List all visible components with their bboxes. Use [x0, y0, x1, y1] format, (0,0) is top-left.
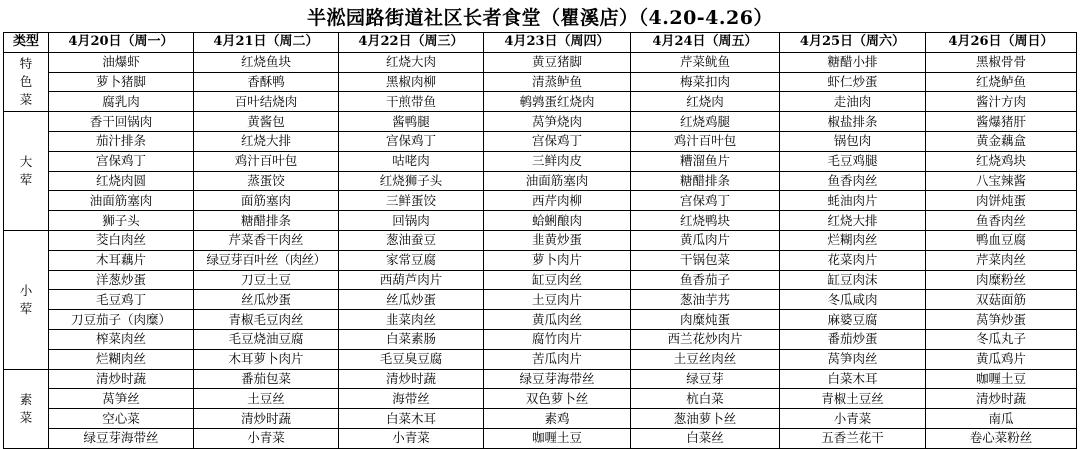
dish-cell: 清炒时蔬 — [339, 369, 484, 389]
category-cell — [4, 52, 49, 111]
dish-cell: 黄瓜肉片 — [631, 230, 780, 250]
dish-cell: 小青菜 — [339, 428, 484, 448]
dish-cell: 肉饼炖蛋 — [926, 191, 1077, 211]
dish-cell: 缸豆肉丝 — [484, 270, 631, 290]
dish-cell: 毛豆鸡丁 — [49, 290, 194, 310]
dish-cell: 双色萝卜丝 — [484, 389, 631, 409]
table-row — [4, 171, 1077, 191]
category-char: 小 — [19, 282, 33, 298]
dish-cell: 白菜木耳 — [339, 409, 484, 429]
dish-cell: 黄瓜肉丝 — [484, 310, 631, 330]
dish-cell: 酱汁方肉 — [926, 92, 1077, 112]
dish-cell: 油爆虾 — [49, 52, 194, 72]
table-row — [4, 349, 1077, 369]
category-char: 色 — [19, 73, 33, 89]
table-row — [4, 270, 1077, 290]
dish-cell: 咖喱土豆 — [484, 428, 631, 448]
dish-cell: 香酥鸭 — [194, 72, 339, 92]
header-day: 4月22日（周三） — [339, 33, 484, 53]
table-row — [4, 151, 1077, 171]
dish-cell: 蛤蜊酿肉 — [484, 211, 631, 231]
dish-cell: 绿豆芽海带丝 — [49, 428, 194, 448]
dish-cell: 莴笋丝 — [49, 389, 194, 409]
table-row — [4, 389, 1077, 409]
dish-cell: 葱油蚕豆 — [339, 230, 484, 250]
dish-cell: 绿豆芽海带丝 — [484, 369, 631, 389]
dish-cell: 狮子头 — [49, 211, 194, 231]
header-day: 4月26日（周日） — [926, 33, 1077, 53]
dish-cell: 家常豆腐 — [339, 250, 484, 270]
table-row — [4, 329, 1077, 349]
dish-cell: 土豆肉片 — [484, 290, 631, 310]
dish-cell: 莴笋炒蛋 — [926, 310, 1077, 330]
dish-cell: 南瓜 — [926, 409, 1077, 429]
menu-table — [3, 32, 1077, 449]
dish-cell: 鱼香肉丝 — [926, 211, 1077, 231]
dish-cell: 小青菜 — [194, 428, 339, 448]
dish-cell: 鱼香茄子 — [631, 270, 780, 290]
dish-cell: 黄豆猪脚 — [484, 52, 631, 72]
dish-cell: 红烧鸡腿 — [631, 112, 780, 132]
dish-cell: 油面筋塞肉 — [484, 171, 631, 191]
dish-cell: 杭白菜 — [631, 389, 780, 409]
dish-cell: 八宝辣酱 — [926, 171, 1077, 191]
dish-cell: 三鲜肉皮 — [484, 151, 631, 171]
dish-cell: 糟溜鱼片 — [631, 151, 780, 171]
dish-cell: 咕咾肉 — [339, 151, 484, 171]
dish-cell: 清炒时蔬 — [926, 389, 1077, 409]
dish-cell: 酱鸭腿 — [339, 112, 484, 132]
dish-cell: 莴笋烧肉 — [484, 112, 631, 132]
dish-cell: 芹菜香干肉丝 — [194, 230, 339, 250]
header-day: 4月23日（周四） — [484, 33, 631, 53]
dish-cell: 黄金藕盒 — [926, 131, 1077, 151]
dish-cell: 番茄包菜 — [194, 369, 339, 389]
table-row — [4, 72, 1077, 92]
dish-cell: 榨菜肉丝 — [49, 329, 194, 349]
dish-cell: 五香兰花干 — [780, 428, 926, 448]
dish-cell: 土豆丝 — [194, 389, 339, 409]
dish-cell: 白菜素肠 — [339, 329, 484, 349]
dish-cell: 韭黄炒蛋 — [484, 230, 631, 250]
dish-cell: 回锅肉 — [339, 211, 484, 231]
dish-cell: 木耳藕片 — [49, 250, 194, 270]
dish-cell: 虾仁炒蛋 — [780, 72, 926, 92]
dish-cell: 茭白肉丝 — [49, 230, 194, 250]
dish-cell: 清炒时蔬 — [49, 369, 194, 389]
dish-cell: 绿豆芽 — [631, 369, 780, 389]
dish-cell: 鸭血豆腐 — [926, 230, 1077, 250]
dish-cell: 缸豆肉沫 — [780, 270, 926, 290]
dish-cell: 鸡汁百叶包 — [631, 131, 780, 151]
dish-cell: 青椒土豆丝 — [780, 389, 926, 409]
dish-cell: 红烧肉圆 — [49, 171, 194, 191]
dish-cell: 洋葱炒蛋 — [49, 270, 194, 290]
dish-cell: 芹菜鱿鱼 — [631, 52, 780, 72]
dish-cell: 红烧大排 — [780, 211, 926, 231]
dish-cell: 卷心菜粉丝 — [926, 428, 1077, 448]
dish-cell: 鱼香肉丝 — [780, 171, 926, 191]
dish-cell: 黑椒肉柳 — [339, 72, 484, 92]
dish-cell: 糖醋小排 — [780, 52, 926, 72]
dish-cell: 糖醋排条 — [631, 171, 780, 191]
dish-cell: 葱油芋艿 — [631, 290, 780, 310]
dish-cell: 萝卜肉片 — [484, 250, 631, 270]
dish-cell: 木耳萝卜肉片 — [194, 349, 339, 369]
category-char: 荤 — [19, 300, 33, 316]
dish-cell: 香干回锅肉 — [49, 112, 194, 132]
table-row — [4, 230, 1077, 250]
table-row — [4, 290, 1077, 310]
dish-cell: 咖喱土豆 — [926, 369, 1077, 389]
dish-cell: 刀豆茄子（肉糜） — [49, 310, 194, 330]
dish-cell: 蚝油肉片 — [780, 191, 926, 211]
dish-cell: 肉糜炖蛋 — [631, 310, 780, 330]
category-char: 菜 — [19, 409, 33, 425]
dish-cell: 鸡汁百叶包 — [194, 151, 339, 171]
dish-cell: 丝瓜炒蛋 — [194, 290, 339, 310]
dish-cell: 宫保鸡丁 — [631, 191, 780, 211]
category-char: 素 — [19, 391, 33, 407]
dish-cell: 葱油萝卜丝 — [631, 409, 780, 429]
dish-cell: 红烧狮子头 — [339, 171, 484, 191]
dish-cell: 烂糊肉丝 — [780, 230, 926, 250]
dish-cell: 肉糜粉丝 — [926, 270, 1077, 290]
menu-body — [4, 52, 1077, 448]
dish-cell: 走油肉 — [780, 92, 926, 112]
dish-cell: 毛豆鸡腿 — [780, 151, 926, 171]
dish-cell: 绿豆芽百叶丝（肉丝） — [194, 250, 339, 270]
dish-cell: 芹菜肉丝 — [926, 250, 1077, 270]
dish-cell: 素鸡 — [484, 409, 631, 429]
table-row — [4, 52, 1077, 72]
dish-cell: 清炒时蔬 — [194, 409, 339, 429]
dish-cell: 花菜肉片 — [780, 250, 926, 270]
dish-cell: 梅菜扣肉 — [631, 72, 780, 92]
dish-cell: 黄瓜鸡片 — [926, 349, 1077, 369]
dish-cell: 腐竹肉片 — [484, 329, 631, 349]
dish-cell: 西兰花炒肉片 — [631, 329, 780, 349]
dish-cell: 宫保鸡丁 — [339, 131, 484, 151]
dish-cell: 红烧大肉 — [339, 52, 484, 72]
dish-cell: 韭菜肉丝 — [339, 310, 484, 330]
dish-cell: 宫保鸡丁 — [49, 151, 194, 171]
dish-cell: 蒸蛋饺 — [194, 171, 339, 191]
dish-cell: 毛豆烧油豆腐 — [194, 329, 339, 349]
dish-cell: 冬瓜咸肉 — [780, 290, 926, 310]
dish-cell: 椒盐排条 — [780, 112, 926, 132]
category-cell — [4, 230, 49, 369]
table-row — [4, 211, 1077, 231]
dish-cell: 锅包肉 — [780, 131, 926, 151]
dish-cell: 白菜木耳 — [780, 369, 926, 389]
dish-cell: 清蒸鲈鱼 — [484, 72, 631, 92]
dish-cell: 冬瓜丸子 — [926, 329, 1077, 349]
dish-cell: 海带丝 — [339, 389, 484, 409]
dish-cell: 西芹肉柳 — [484, 191, 631, 211]
dish-cell: 腐乳肉 — [49, 92, 194, 112]
dish-cell: 红烧鸭块 — [631, 211, 780, 231]
dish-cell: 番茄炒蛋 — [780, 329, 926, 349]
page-title: 半淞园路街道社区长者食堂（瞿溪店）（4.20-4.26） — [307, 7, 773, 29]
category-char: 特 — [19, 55, 33, 71]
dish-cell: 茄汁排条 — [49, 131, 194, 151]
header-day: 4月24日（周五） — [631, 33, 780, 53]
dish-cell: 烂糊肉丝 — [49, 349, 194, 369]
header-row — [4, 33, 1077, 53]
table-row — [4, 310, 1077, 330]
dish-cell: 宫保鸡丁 — [484, 131, 631, 151]
dish-cell: 丝瓜炒蛋 — [339, 290, 484, 310]
dish-cell: 干锅包菜 — [631, 250, 780, 270]
dish-cell: 小青菜 — [780, 409, 926, 429]
dish-cell: 油面筋塞肉 — [49, 191, 194, 211]
dish-cell: 土豆丝肉丝 — [631, 349, 780, 369]
table-row — [4, 369, 1077, 389]
dish-cell: 红烧鸡块 — [926, 151, 1077, 171]
header-day: 4月25日（周六） — [780, 33, 926, 53]
header-day: 4月21日（周二） — [194, 33, 339, 53]
dish-cell: 三鲜蛋饺 — [339, 191, 484, 211]
table-row — [4, 191, 1077, 211]
header-day: 4月20日（周一） — [49, 33, 194, 53]
category-char: 荤 — [19, 172, 33, 188]
category-cell — [4, 112, 49, 231]
dish-cell: 刀豆土豆 — [194, 270, 339, 290]
dish-cell: 萝卜猪脚 — [49, 72, 194, 92]
dish-cell: 青椒毛豆肉丝 — [194, 310, 339, 330]
dish-cell: 百叶结烧肉 — [194, 92, 339, 112]
table-row — [4, 92, 1077, 112]
dish-cell: 酱爆猪肝 — [926, 112, 1077, 132]
table-row — [4, 112, 1077, 132]
dish-cell: 面筋塞肉 — [194, 191, 339, 211]
category-cell — [4, 369, 49, 448]
category-char: 菜 — [19, 91, 33, 107]
dish-cell: 干煎带鱼 — [339, 92, 484, 112]
dish-cell: 白菜丝 — [631, 428, 780, 448]
dish-cell: 红烧鲈鱼 — [926, 72, 1077, 92]
dish-cell: 毛豆臭豆腐 — [339, 349, 484, 369]
category-char: 大 — [19, 154, 33, 170]
table-row — [4, 409, 1077, 429]
dish-cell: 红烧肉 — [631, 92, 780, 112]
table-row — [4, 428, 1077, 448]
dish-cell: 黄酱包 — [194, 112, 339, 132]
dish-cell: 苦瓜肉片 — [484, 349, 631, 369]
dish-cell: 鹌鹑蛋红烧肉 — [484, 92, 631, 112]
dish-cell: 糖醋排条 — [194, 211, 339, 231]
dish-cell: 麻婆豆腐 — [780, 310, 926, 330]
dish-cell: 红烧鱼块 — [194, 52, 339, 72]
dish-cell: 黑椒骨骨 — [926, 52, 1077, 72]
table-row — [4, 131, 1077, 151]
dish-cell: 红烧大排 — [194, 131, 339, 151]
dish-cell: 双菇面筋 — [926, 290, 1077, 310]
table-row — [4, 250, 1077, 270]
dish-cell: 莴笋肉丝 — [780, 349, 926, 369]
dish-cell: 空心菜 — [49, 409, 194, 429]
dish-cell: 西葫芦肉片 — [339, 270, 484, 290]
header-category: 类型 — [4, 33, 49, 53]
